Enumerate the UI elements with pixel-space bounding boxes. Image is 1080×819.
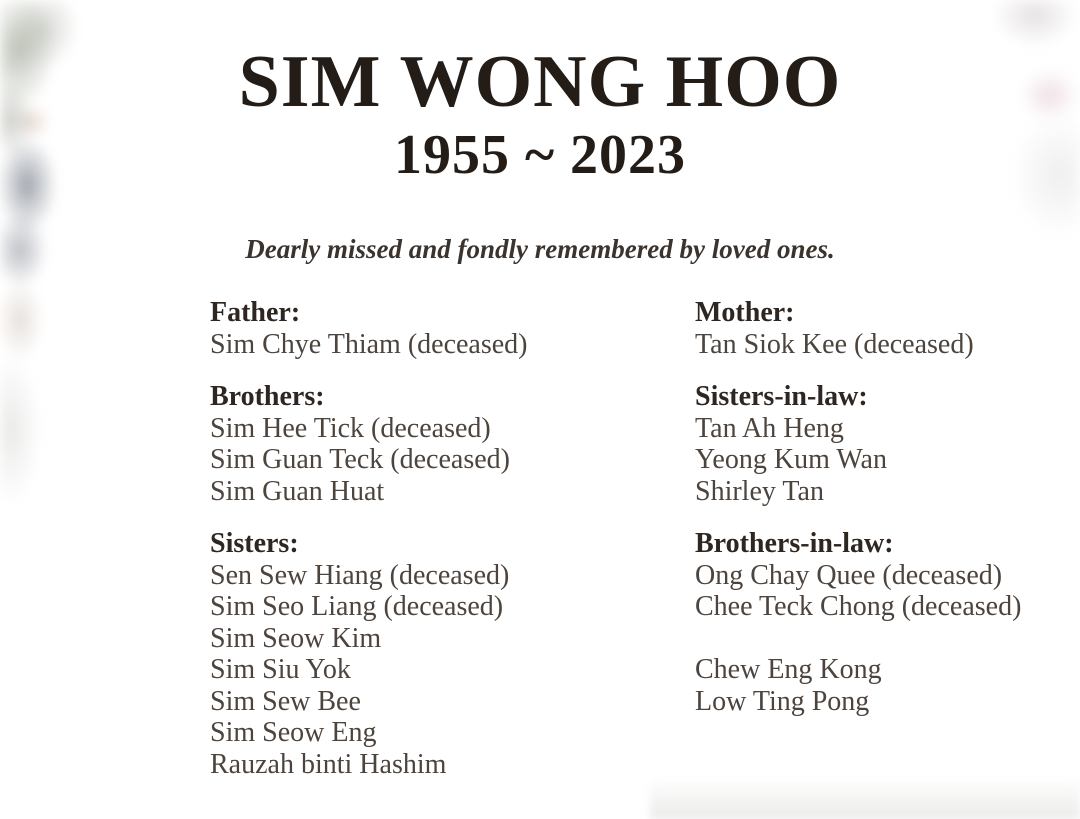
family-member-name: Sim Guan Huat (210, 475, 385, 507)
family-columns (0, 297, 1080, 780)
family-member-name: Tan Siok Kee (deceased) (695, 328, 974, 360)
family-member-name: Ong Chay Quee (deceased) (695, 559, 1003, 591)
family-section (695, 528, 1080, 717)
family-member-name: Shirley Tan (695, 475, 824, 507)
relation-heading: Mother: (695, 297, 795, 328)
deceased-name-title: SIM WONG HOO (238, 41, 842, 123)
family-member-name: Tan Ah Heng (695, 412, 844, 444)
relation-heading: Brothers: (210, 381, 325, 412)
family-member-name: Chee Teck Chong (deceased) (695, 591, 1022, 622)
memorial-content (0, 43, 1080, 780)
life-years: 1955 ~ 2023 (393, 124, 687, 186)
family-column-left (210, 297, 695, 780)
family-member-name: Sim Seow Kim (210, 622, 382, 654)
relation-heading: Brothers-in-law: (695, 528, 894, 559)
family-member-name: Sim Sew Bee (210, 685, 361, 717)
faded-photo-bottom-right (650, 777, 1080, 819)
family-member-name: Rauzah binti Hashim (210, 748, 447, 780)
family-column-right (695, 297, 1080, 780)
tribute-line: Dearly missed and fondly remembered by loved ones. (245, 234, 835, 264)
family-member-name: Yeong Kum Wan (695, 444, 887, 475)
family-member-name: Chew Eng Kong (695, 654, 882, 685)
family-section (695, 297, 1080, 360)
relation-heading: Sisters: (210, 528, 299, 559)
family-section (695, 381, 1080, 507)
relation-heading: Father: (210, 297, 301, 328)
family-member-name: Low Ting Pong (695, 685, 870, 717)
family-member-name: Sim Hee Tick (deceased) (210, 412, 491, 444)
family-member-name: Sen Sew Hiang (deceased) (210, 559, 510, 591)
family-member-name: Sim Guan Teck (deceased) (210, 444, 510, 475)
family-section (210, 381, 695, 507)
family-section (210, 297, 695, 360)
blank-row (695, 623, 1080, 655)
family-member-name: Sim Seo Liang (deceased) (210, 591, 504, 622)
family-member-name: Sim Chye Thiam (deceased) (210, 328, 528, 360)
family-member-name: Sim Siu Yok (210, 654, 351, 685)
family-member-name: Sim Seow Eng (210, 717, 377, 748)
relation-heading: Sisters-in-law: (695, 381, 868, 412)
family-section (210, 528, 695, 780)
